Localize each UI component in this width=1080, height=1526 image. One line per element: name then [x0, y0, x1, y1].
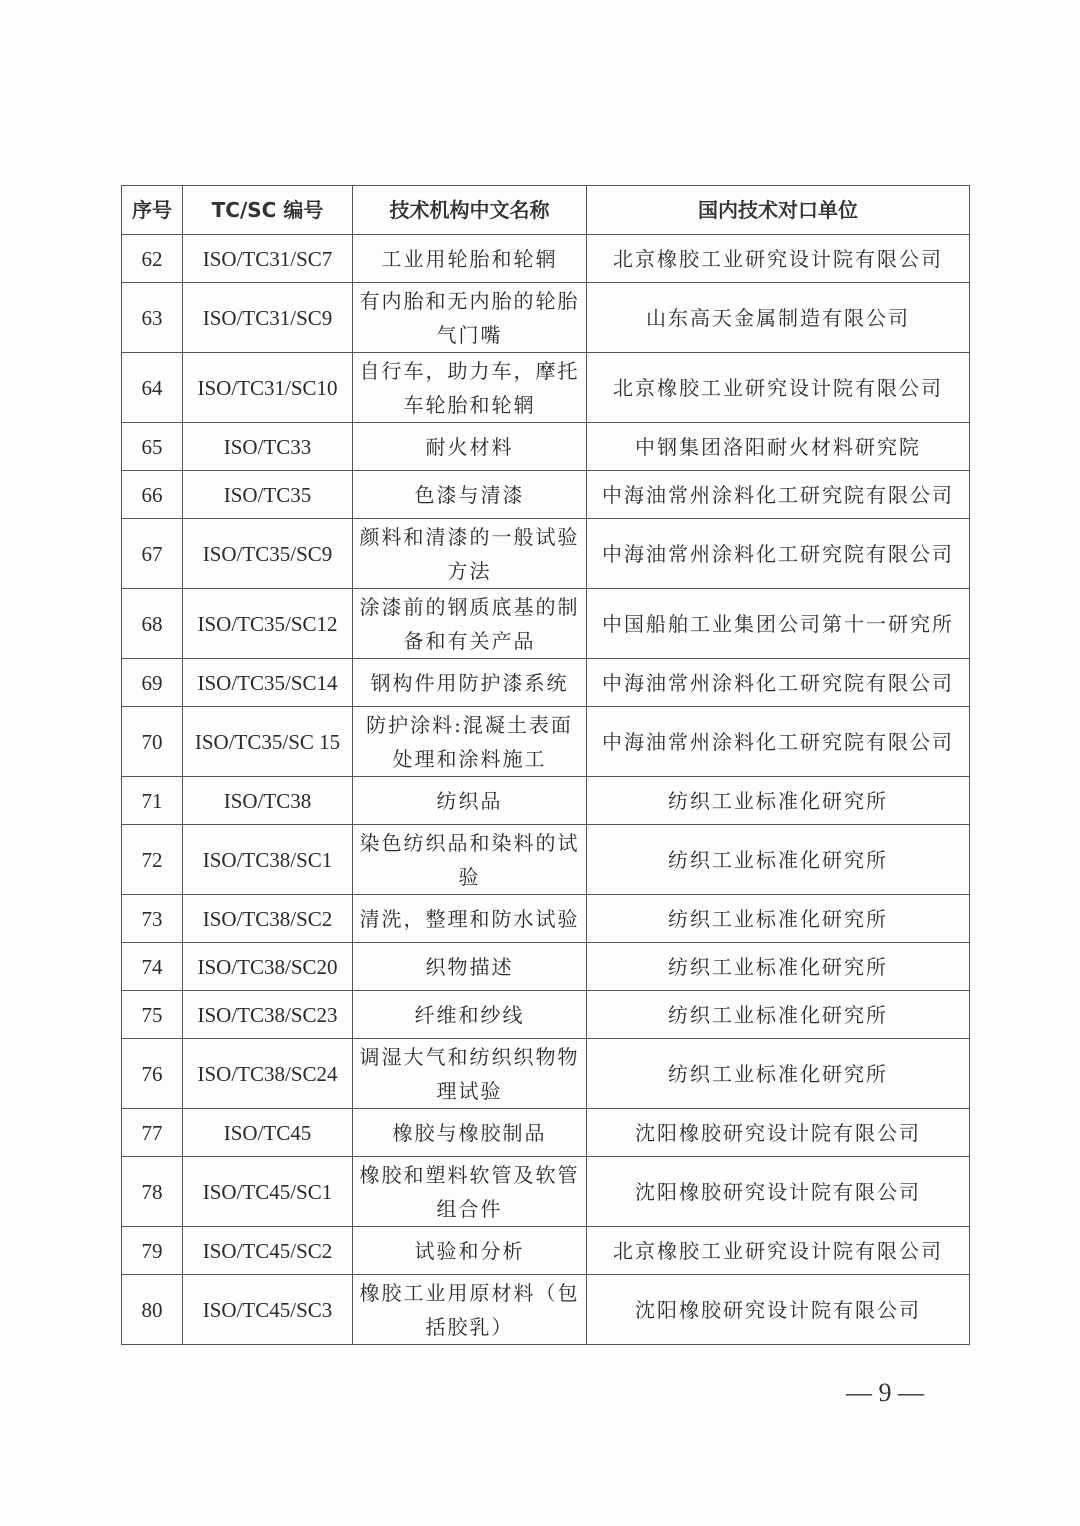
- cn-name-cell: 染色纺织品和染料的试验: [353, 825, 587, 895]
- serial-cell: 64: [122, 353, 183, 423]
- table-row: [122, 283, 970, 353]
- serial-cell: 73: [122, 895, 183, 943]
- table-body: [122, 235, 970, 1345]
- serial-cell: 68: [122, 589, 183, 659]
- domestic-unit-cell: 中海油常州涂料化工研究院有限公司: [587, 519, 970, 589]
- domestic-unit-cell: 沈阳橡胶研究设计院有限公司: [587, 1275, 970, 1345]
- table-row: [122, 895, 970, 943]
- header-code: TC/SC 编号: [183, 186, 353, 235]
- cn-name-cell: 纤维和纱线: [353, 991, 587, 1039]
- page-number: — 9 —: [846, 1378, 924, 1407]
- table-row: [122, 777, 970, 825]
- cn-name-cell: 工业用轮胎和轮辋: [353, 235, 587, 283]
- cn-name-cell: 防护涂料:混凝土表面处理和涂料施工: [353, 707, 587, 777]
- serial-cell: 66: [122, 471, 183, 519]
- code-cell: ISO/TC31/SC9: [183, 283, 353, 353]
- cn-name-cell: 颜料和清漆的一般试验方法: [353, 519, 587, 589]
- code-cell: ISO/TC45/SC3: [183, 1275, 353, 1345]
- serial-cell: 75: [122, 991, 183, 1039]
- serial-cell: 67: [122, 519, 183, 589]
- cn-name-cell: 有内胎和无内胎的轮胎气门嘴: [353, 283, 587, 353]
- table-row: [122, 235, 970, 283]
- table-row: [122, 1039, 970, 1109]
- table-row: [122, 589, 970, 659]
- code-cell: ISO/TC38/SC23: [183, 991, 353, 1039]
- header-cn-name: 技术机构中文名称: [353, 186, 587, 235]
- domestic-unit-cell: 纺织工业标准化研究所: [587, 895, 970, 943]
- serial-cell: 62: [122, 235, 183, 283]
- code-cell: ISO/TC45/SC2: [183, 1227, 353, 1275]
- table-row: [122, 471, 970, 519]
- cn-name-cell: 织物描述: [353, 943, 587, 991]
- code-cell: ISO/TC35/SC14: [183, 659, 353, 707]
- table-row: [122, 943, 970, 991]
- cn-name-cell: 纺织品: [353, 777, 587, 825]
- code-cell: ISO/TC35/SC9: [183, 519, 353, 589]
- domestic-unit-cell: 中钢集团洛阳耐火材料研究院: [587, 423, 970, 471]
- serial-cell: 71: [122, 777, 183, 825]
- cn-name-cell: 调湿大气和纺织织物物理试验: [353, 1039, 587, 1109]
- domestic-unit-cell: 纺织工业标准化研究所: [587, 991, 970, 1039]
- code-cell: ISO/TC45: [183, 1109, 353, 1157]
- domestic-unit-cell: 沈阳橡胶研究设计院有限公司: [587, 1157, 970, 1227]
- table-row: [122, 825, 970, 895]
- header-domestic-unit: 国内技术对口单位: [587, 186, 970, 235]
- domestic-unit-cell: 纺织工业标准化研究所: [587, 1039, 970, 1109]
- cn-name-cell: 橡胶与橡胶制品: [353, 1109, 587, 1157]
- serial-cell: 70: [122, 707, 183, 777]
- serial-cell: 80: [122, 1275, 183, 1345]
- cn-name-cell: 钢构件用防护漆系统: [353, 659, 587, 707]
- domestic-unit-cell: 山东高天金属制造有限公司: [587, 283, 970, 353]
- code-cell: ISO/TC38/SC20: [183, 943, 353, 991]
- header-serial: 序号: [122, 186, 183, 235]
- serial-cell: 65: [122, 423, 183, 471]
- cn-name-cell: 橡胶工业用原材料（包括胶乳）: [353, 1275, 587, 1345]
- table-row: [122, 519, 970, 589]
- serial-cell: 74: [122, 943, 183, 991]
- code-cell: ISO/TC35/SC 15: [183, 707, 353, 777]
- code-cell: ISO/TC35: [183, 471, 353, 519]
- code-cell: ISO/TC35/SC12: [183, 589, 353, 659]
- table-header-row: [122, 186, 970, 235]
- domestic-unit-cell: 北京橡胶工业研究设计院有限公司: [587, 353, 970, 423]
- table-row: [122, 659, 970, 707]
- cn-name-cell: 涂漆前的钢质底基的制备和有关产品: [353, 589, 587, 659]
- serial-cell: 76: [122, 1039, 183, 1109]
- domestic-unit-cell: 纺织工业标准化研究所: [587, 825, 970, 895]
- table-row: [122, 1227, 970, 1275]
- domestic-unit-cell: 北京橡胶工业研究设计院有限公司: [587, 1227, 970, 1275]
- code-cell: ISO/TC38/SC24: [183, 1039, 353, 1109]
- cn-name-cell: 自行车，助力车，摩托车轮胎和轮辋: [353, 353, 587, 423]
- domestic-unit-cell: 中海油常州涂料化工研究院有限公司: [587, 659, 970, 707]
- table-row: [122, 423, 970, 471]
- code-cell: ISO/TC38: [183, 777, 353, 825]
- code-cell: ISO/TC31/SC7: [183, 235, 353, 283]
- domestic-unit-cell: 沈阳橡胶研究设计院有限公司: [587, 1109, 970, 1157]
- code-cell: ISO/TC45/SC1: [183, 1157, 353, 1227]
- domestic-unit-cell: 中海油常州涂料化工研究院有限公司: [587, 471, 970, 519]
- serial-cell: 72: [122, 825, 183, 895]
- table-row: [122, 991, 970, 1039]
- domestic-unit-cell: 纺织工业标准化研究所: [587, 943, 970, 991]
- table-row: [122, 707, 970, 777]
- table-row: [122, 353, 970, 423]
- table-row: [122, 1275, 970, 1345]
- cn-name-cell: 色漆与清漆: [353, 471, 587, 519]
- serial-cell: 79: [122, 1227, 183, 1275]
- domestic-unit-cell: 中海油常州涂料化工研究院有限公司: [587, 707, 970, 777]
- cn-name-cell: 试验和分析: [353, 1227, 587, 1275]
- table-row: [122, 1109, 970, 1157]
- code-cell: ISO/TC33: [183, 423, 353, 471]
- table-row: [122, 1157, 970, 1227]
- serial-cell: 69: [122, 659, 183, 707]
- serial-cell: 63: [122, 283, 183, 353]
- domestic-unit-cell: 北京橡胶工业研究设计院有限公司: [587, 235, 970, 283]
- code-cell: ISO/TC38/SC1: [183, 825, 353, 895]
- serial-cell: 77: [122, 1109, 183, 1157]
- domestic-unit-cell: 纺织工业标准化研究所: [587, 777, 970, 825]
- serial-cell: 78: [122, 1157, 183, 1227]
- code-cell: ISO/TC38/SC2: [183, 895, 353, 943]
- domestic-unit-cell: 中国船舶工业集团公司第十一研究所: [587, 589, 970, 659]
- cn-name-cell: 橡胶和塑料软管及软管组合件: [353, 1157, 587, 1227]
- tc-sc-table: [121, 185, 970, 1345]
- cn-name-cell: 耐火材料: [353, 423, 587, 471]
- cn-name-cell: 清洗，整理和防水试验: [353, 895, 587, 943]
- code-cell: ISO/TC31/SC10: [183, 353, 353, 423]
